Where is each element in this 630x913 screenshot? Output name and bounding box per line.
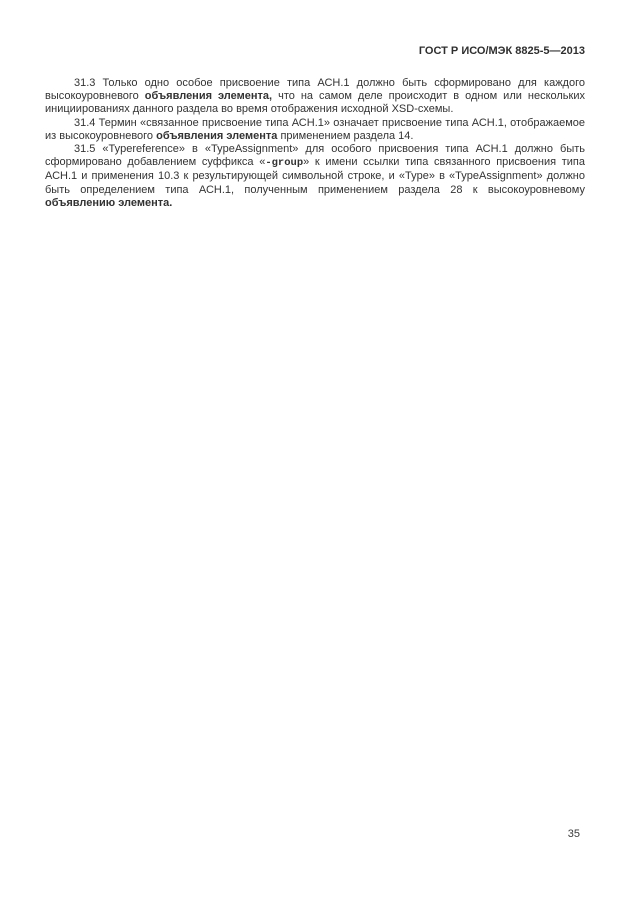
- paragraph-31-3: [45, 77, 585, 117]
- text-segment-bold: объявлению элемента.: [45, 196, 173, 209]
- text-segment-bold: объявления элемента: [156, 129, 278, 142]
- page-number: 35: [567, 828, 580, 840]
- document-title: ГОСТ Р ИСО/МЭК 8825-5—2013: [418, 45, 585, 57]
- document-body: [45, 77, 585, 210]
- text-segment-code: -group: [265, 157, 304, 170]
- text-segment: » к имени ссылки типа связанного присвоения типа АСН.1 и применения 10.3 к результирующей символьной строке, и «Type» в «TypeAssignment» должно быть определением типа АСН.1, полученным применением раздела 28 к высокоуровневому: [45, 156, 585, 196]
- paragraph-31-4: [45, 117, 585, 143]
- text-segment: что на самом деле происходит в одном или нескольких инициированиях данного раздела во время отображения исходной XSD-схемы.: [45, 90, 585, 116]
- text-segment-bold: объявления элемента,: [144, 90, 273, 103]
- text-segment: 31.5 «Typereference» в «TypeAssignment» для особого присвоения типа АСН.1 должно быть сформировано добавлением суффикса «: [45, 143, 585, 169]
- page-header: [45, 45, 585, 57]
- page-footer: [45, 828, 580, 840]
- text-segment: 31.3 Только одно особое присвоение типа АСН.1 должно быть сформировано для каждого высокоуровневого: [45, 77, 585, 103]
- text-segment: 31.4 Термин «связанное присвоение типа АСН.1» означает присвоение типа АСН.1, отображаемое из высокоуровневого: [45, 116, 585, 142]
- text-segment: применением раздела 14.: [277, 129, 414, 142]
- paragraph-31-5: [45, 143, 585, 210]
